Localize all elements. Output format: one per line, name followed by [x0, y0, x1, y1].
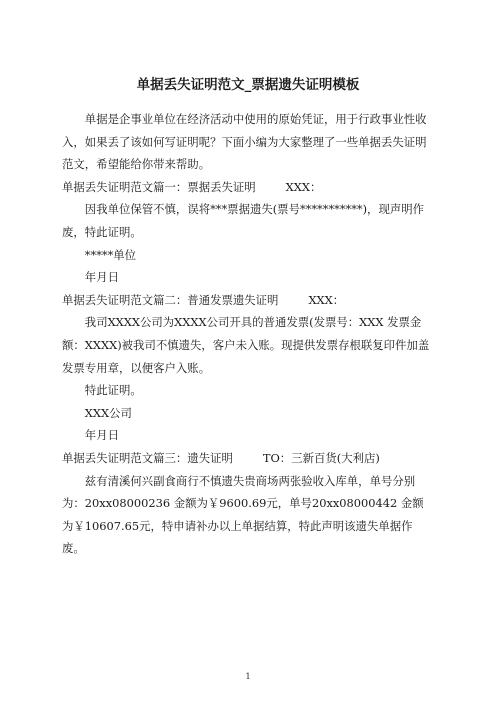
sample1-signature: *****单位: [84, 247, 137, 262]
sample2-addressee: XXX：: [308, 292, 345, 307]
sample1-date: 年月日: [84, 270, 119, 285]
sample2-date: 年月日: [84, 428, 119, 443]
sample2-heading: 单据丢失证明范文篇二：普通发票遗失证明: [62, 292, 279, 307]
sample1-body: 因我单位保管不慎，误将***票据遗失(票号***********)，现声明作废，特此证明。: [62, 202, 425, 239]
sample1-heading-line: [62, 176, 434, 199]
sample2-heading-line: [62, 289, 434, 312]
sample2-closing: 特此证明。: [84, 383, 142, 398]
sample1-heading: 单据丢失证明范文篇一：票据丢失证明: [62, 179, 256, 194]
sample3-body: 兹有清溪何兴副食商行不慎遗失贵商场两张验收入库单，单号分别为：20xx08000236 金额为￥9600.69元，单号20xx08000442 金额为￥10607.65元，特申请补办以上单据结算，特此声明该遗失单据作废。: [62, 473, 424, 556]
document-title: 单据丢失证明范文_票据遗失证明模板: [136, 77, 360, 93]
page-number: 1: [245, 672, 251, 681]
sample3-heading: 单据丢失证明范文篇三：遗失证明: [62, 450, 233, 465]
sample2-body: 我司XXXX公司为XXXX公司开具的普通发票(发票号：XXX 发票金额：XXXX)被我司不慎遗失，客户未入账。现提供发票存根联复印件加盖发票专用章，以便客户入账。: [62, 315, 430, 375]
sample1-addressee: XXX：: [285, 179, 322, 194]
sample3-addressee: TO：三新百货(大利店): [262, 450, 380, 465]
sample2-signature: XXX公司: [84, 405, 132, 420]
sample3-heading-line: [62, 447, 434, 470]
intro-paragraph: 单据是企事业单位在经济活动中使用的原始凭证，用于行政事业性收入，如果丢了该如何写证明呢？下面小编为大家整理了一些单据丢失证明范文，希望能给你带来帮助。: [62, 112, 427, 172]
document-body: [62, 108, 434, 560]
